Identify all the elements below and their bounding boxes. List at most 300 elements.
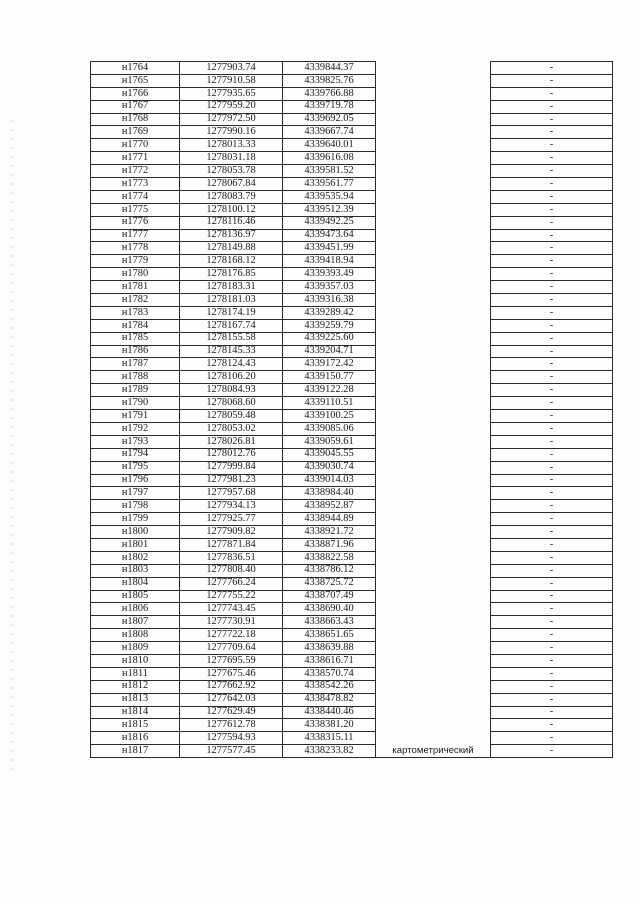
error-cell: - bbox=[491, 719, 613, 732]
x-coordinate-cell: 1277925.77 bbox=[180, 513, 283, 526]
y-coordinate-cell: 4338570.74 bbox=[283, 667, 376, 680]
error-cell: - bbox=[491, 139, 613, 152]
point-number-cell: н1796 bbox=[91, 474, 180, 487]
error-cell: - bbox=[491, 126, 613, 139]
error-cell: - bbox=[491, 152, 613, 165]
error-cell: - bbox=[491, 332, 613, 345]
point-number-cell: н1792 bbox=[91, 422, 180, 435]
method-cell bbox=[376, 487, 491, 500]
method-cell bbox=[376, 680, 491, 693]
method-cell bbox=[376, 345, 491, 358]
error-cell: - bbox=[491, 62, 613, 75]
table-row bbox=[91, 487, 613, 500]
point-number-cell: н1787 bbox=[91, 358, 180, 371]
y-coordinate-cell: 4338921.72 bbox=[283, 526, 376, 539]
method-cell bbox=[376, 87, 491, 100]
method-cell bbox=[376, 100, 491, 113]
x-coordinate-cell: 1278013.33 bbox=[180, 139, 283, 152]
method-cell: картометрический bbox=[376, 745, 491, 758]
point-number-cell: н1764 bbox=[91, 62, 180, 75]
x-coordinate-cell: 1278181.03 bbox=[180, 294, 283, 307]
table-row bbox=[91, 526, 613, 539]
point-number-cell: н1786 bbox=[91, 345, 180, 358]
method-cell bbox=[376, 732, 491, 745]
error-cell: - bbox=[491, 642, 613, 655]
method-cell bbox=[376, 719, 491, 732]
table-row bbox=[91, 397, 613, 410]
y-coordinate-cell: 4339357.03 bbox=[283, 281, 376, 294]
point-number-cell: н1772 bbox=[91, 165, 180, 178]
table-row bbox=[91, 603, 613, 616]
error-cell: - bbox=[491, 487, 613, 500]
x-coordinate-cell: 1277662.92 bbox=[180, 680, 283, 693]
y-coordinate-cell: 4339719.78 bbox=[283, 100, 376, 113]
point-number-cell: н1777 bbox=[91, 229, 180, 242]
x-coordinate-cell: 1277999.84 bbox=[180, 461, 283, 474]
method-cell bbox=[376, 165, 491, 178]
x-coordinate-cell: 1277934.13 bbox=[180, 500, 283, 513]
table-row bbox=[91, 229, 613, 242]
x-coordinate-cell: 1278053.02 bbox=[180, 422, 283, 435]
y-coordinate-cell: 4339225.60 bbox=[283, 332, 376, 345]
point-number-cell: н1783 bbox=[91, 306, 180, 319]
error-cell: - bbox=[491, 590, 613, 603]
method-cell bbox=[376, 319, 491, 332]
table-row bbox=[91, 513, 613, 526]
method-cell bbox=[376, 62, 491, 75]
table-row bbox=[91, 190, 613, 203]
method-cell bbox=[376, 654, 491, 667]
x-coordinate-cell: 1277981.23 bbox=[180, 474, 283, 487]
y-coordinate-cell: 4339204.71 bbox=[283, 345, 376, 358]
method-cell bbox=[376, 397, 491, 410]
table-row bbox=[91, 564, 613, 577]
x-coordinate-cell: 1278068.60 bbox=[180, 397, 283, 410]
point-number-cell: н1793 bbox=[91, 435, 180, 448]
error-cell: - bbox=[491, 513, 613, 526]
error-cell: - bbox=[491, 410, 613, 423]
table-row bbox=[91, 616, 613, 629]
point-number-cell: н1780 bbox=[91, 268, 180, 281]
table-row bbox=[91, 590, 613, 603]
error-cell: - bbox=[491, 100, 613, 113]
table-row bbox=[91, 642, 613, 655]
method-cell bbox=[376, 474, 491, 487]
table-row bbox=[91, 178, 613, 191]
point-number-cell: н1768 bbox=[91, 113, 180, 126]
y-coordinate-cell: 4339616.08 bbox=[283, 152, 376, 165]
error-cell: - bbox=[491, 435, 613, 448]
error-cell: - bbox=[491, 654, 613, 667]
table-row bbox=[91, 693, 613, 706]
coordinates-table bbox=[90, 61, 613, 758]
x-coordinate-cell: 1278116.46 bbox=[180, 216, 283, 229]
error-cell: - bbox=[491, 680, 613, 693]
error-cell: - bbox=[491, 255, 613, 268]
table-row bbox=[91, 629, 613, 642]
table-row bbox=[91, 306, 613, 319]
error-cell: - bbox=[491, 345, 613, 358]
error-cell: - bbox=[491, 397, 613, 410]
table-row bbox=[91, 268, 613, 281]
x-coordinate-cell: 1278124.43 bbox=[180, 358, 283, 371]
y-coordinate-cell: 4339110.51 bbox=[283, 397, 376, 410]
x-coordinate-cell: 1278174.19 bbox=[180, 306, 283, 319]
error-cell: - bbox=[491, 384, 613, 397]
x-coordinate-cell: 1277577.45 bbox=[180, 745, 283, 758]
point-number-cell: н1784 bbox=[91, 319, 180, 332]
x-coordinate-cell: 1278084.93 bbox=[180, 384, 283, 397]
method-cell bbox=[376, 435, 491, 448]
table-row bbox=[91, 384, 613, 397]
point-number-cell: н1802 bbox=[91, 551, 180, 564]
method-cell bbox=[376, 229, 491, 242]
method-cell bbox=[376, 642, 491, 655]
y-coordinate-cell: 4339825.76 bbox=[283, 74, 376, 87]
point-number-cell: н1788 bbox=[91, 371, 180, 384]
y-coordinate-cell: 4338616.71 bbox=[283, 654, 376, 667]
table-row bbox=[91, 474, 613, 487]
error-cell: - bbox=[491, 577, 613, 590]
table-row bbox=[91, 654, 613, 667]
y-coordinate-cell: 4339085.06 bbox=[283, 422, 376, 435]
point-number-cell: н1776 bbox=[91, 216, 180, 229]
x-coordinate-cell: 1278083.79 bbox=[180, 190, 283, 203]
y-coordinate-cell: 4339259.79 bbox=[283, 319, 376, 332]
x-coordinate-cell: 1277594.93 bbox=[180, 732, 283, 745]
method-cell bbox=[376, 461, 491, 474]
error-cell: - bbox=[491, 358, 613, 371]
point-number-cell: н1790 bbox=[91, 397, 180, 410]
table-row bbox=[91, 719, 613, 732]
table-row bbox=[91, 165, 613, 178]
y-coordinate-cell: 4339844.37 bbox=[283, 62, 376, 75]
table-row bbox=[91, 448, 613, 461]
table-row bbox=[91, 74, 613, 87]
point-number-cell: н1817 bbox=[91, 745, 180, 758]
method-cell bbox=[376, 603, 491, 616]
method-cell bbox=[376, 513, 491, 526]
table-row bbox=[91, 152, 613, 165]
table-row bbox=[91, 577, 613, 590]
point-number-cell: н1811 bbox=[91, 667, 180, 680]
point-number-cell: н1795 bbox=[91, 461, 180, 474]
point-number-cell: н1770 bbox=[91, 139, 180, 152]
point-number-cell: н1815 bbox=[91, 719, 180, 732]
y-coordinate-cell: 4339692.05 bbox=[283, 113, 376, 126]
x-coordinate-cell: 1277695.59 bbox=[180, 654, 283, 667]
method-cell bbox=[376, 526, 491, 539]
y-coordinate-cell: 4338871.96 bbox=[283, 538, 376, 551]
error-cell: - bbox=[491, 319, 613, 332]
y-coordinate-cell: 4338651.65 bbox=[283, 629, 376, 642]
x-coordinate-cell: 1278167.74 bbox=[180, 319, 283, 332]
table-row bbox=[91, 706, 613, 719]
error-cell: - bbox=[491, 526, 613, 539]
y-coordinate-cell: 4338984.40 bbox=[283, 487, 376, 500]
point-number-cell: н1806 bbox=[91, 603, 180, 616]
y-coordinate-cell: 4339561.77 bbox=[283, 178, 376, 191]
point-number-cell: н1765 bbox=[91, 74, 180, 87]
y-coordinate-cell: 4339030.74 bbox=[283, 461, 376, 474]
method-cell bbox=[376, 255, 491, 268]
x-coordinate-cell: 1278176.85 bbox=[180, 268, 283, 281]
point-number-cell: н1801 bbox=[91, 538, 180, 551]
point-number-cell: н1773 bbox=[91, 178, 180, 191]
table-row bbox=[91, 139, 613, 152]
method-cell bbox=[376, 538, 491, 551]
error-cell: - bbox=[491, 178, 613, 191]
error-cell: - bbox=[491, 564, 613, 577]
method-cell bbox=[376, 551, 491, 564]
table-row bbox=[91, 255, 613, 268]
table-row bbox=[91, 500, 613, 513]
table-row bbox=[91, 358, 613, 371]
table-row bbox=[91, 435, 613, 448]
table-row bbox=[91, 332, 613, 345]
table-row bbox=[91, 538, 613, 551]
x-coordinate-cell: 1278168.12 bbox=[180, 255, 283, 268]
y-coordinate-cell: 4339172.42 bbox=[283, 358, 376, 371]
table-row bbox=[91, 242, 613, 255]
x-coordinate-cell: 1277990.16 bbox=[180, 126, 283, 139]
x-coordinate-cell: 1277629.49 bbox=[180, 706, 283, 719]
error-cell: - bbox=[491, 422, 613, 435]
error-cell: - bbox=[491, 551, 613, 564]
error-cell: - bbox=[491, 371, 613, 384]
y-coordinate-cell: 4339150.77 bbox=[283, 371, 376, 384]
point-number-cell: н1809 bbox=[91, 642, 180, 655]
y-coordinate-cell: 4338478.82 bbox=[283, 693, 376, 706]
point-number-cell: н1813 bbox=[91, 693, 180, 706]
table-row bbox=[91, 371, 613, 384]
error-cell: - bbox=[491, 706, 613, 719]
x-coordinate-cell: 1278136.97 bbox=[180, 229, 283, 242]
x-coordinate-cell: 1278053.78 bbox=[180, 165, 283, 178]
y-coordinate-cell: 4338233.82 bbox=[283, 745, 376, 758]
error-cell: - bbox=[491, 693, 613, 706]
point-number-cell: н1797 bbox=[91, 487, 180, 500]
y-coordinate-cell: 4338690.40 bbox=[283, 603, 376, 616]
point-number-cell: н1803 bbox=[91, 564, 180, 577]
table-row bbox=[91, 113, 613, 126]
method-cell bbox=[376, 216, 491, 229]
method-cell bbox=[376, 590, 491, 603]
table-row bbox=[91, 126, 613, 139]
point-number-cell: н1812 bbox=[91, 680, 180, 693]
y-coordinate-cell: 4339766.88 bbox=[283, 87, 376, 100]
table-row bbox=[91, 745, 613, 758]
y-coordinate-cell: 4338663.43 bbox=[283, 616, 376, 629]
point-number-cell: н1767 bbox=[91, 100, 180, 113]
table-row bbox=[91, 87, 613, 100]
x-coordinate-cell: 1277910.58 bbox=[180, 74, 283, 87]
x-coordinate-cell: 1277766.24 bbox=[180, 577, 283, 590]
y-coordinate-cell: 4338822.58 bbox=[283, 551, 376, 564]
y-coordinate-cell: 4339667.74 bbox=[283, 126, 376, 139]
table-row bbox=[91, 203, 613, 216]
point-number-cell: н1778 bbox=[91, 242, 180, 255]
method-cell bbox=[376, 448, 491, 461]
table-row bbox=[91, 551, 613, 564]
x-coordinate-cell: 1278155.58 bbox=[180, 332, 283, 345]
point-number-cell: н1779 bbox=[91, 255, 180, 268]
error-cell: - bbox=[491, 242, 613, 255]
point-number-cell: н1808 bbox=[91, 629, 180, 642]
error-cell: - bbox=[491, 667, 613, 680]
x-coordinate-cell: 1277709.64 bbox=[180, 642, 283, 655]
x-coordinate-cell: 1277730.91 bbox=[180, 616, 283, 629]
point-number-cell: н1800 bbox=[91, 526, 180, 539]
method-cell bbox=[376, 332, 491, 345]
x-coordinate-cell: 1277903.74 bbox=[180, 62, 283, 75]
point-number-cell: н1814 bbox=[91, 706, 180, 719]
x-coordinate-cell: 1277909.82 bbox=[180, 526, 283, 539]
method-cell bbox=[376, 139, 491, 152]
method-cell bbox=[376, 113, 491, 126]
method-cell bbox=[376, 384, 491, 397]
method-cell bbox=[376, 706, 491, 719]
method-cell bbox=[376, 500, 491, 513]
error-cell: - bbox=[491, 281, 613, 294]
error-cell: - bbox=[491, 165, 613, 178]
table-row bbox=[91, 294, 613, 307]
method-cell bbox=[376, 667, 491, 680]
y-coordinate-cell: 4338315.11 bbox=[283, 732, 376, 745]
error-cell: - bbox=[491, 732, 613, 745]
point-number-cell: н1816 bbox=[91, 732, 180, 745]
y-coordinate-cell: 4339492.25 bbox=[283, 216, 376, 229]
x-coordinate-cell: 1277808.40 bbox=[180, 564, 283, 577]
method-cell bbox=[376, 616, 491, 629]
point-number-cell: н1810 bbox=[91, 654, 180, 667]
point-number-cell: н1782 bbox=[91, 294, 180, 307]
point-number-cell: н1774 bbox=[91, 190, 180, 203]
method-cell bbox=[376, 242, 491, 255]
method-cell bbox=[376, 74, 491, 87]
table-row bbox=[91, 216, 613, 229]
method-cell bbox=[376, 306, 491, 319]
error-cell: - bbox=[491, 603, 613, 616]
method-cell bbox=[376, 422, 491, 435]
error-cell: - bbox=[491, 474, 613, 487]
x-coordinate-cell: 1278026.81 bbox=[180, 435, 283, 448]
y-coordinate-cell: 4338542.26 bbox=[283, 680, 376, 693]
x-coordinate-cell: 1277642.03 bbox=[180, 693, 283, 706]
error-cell: - bbox=[491, 461, 613, 474]
error-cell: - bbox=[491, 448, 613, 461]
y-coordinate-cell: 4339640.01 bbox=[283, 139, 376, 152]
x-coordinate-cell: 1278031.18 bbox=[180, 152, 283, 165]
x-coordinate-cell: 1278183.31 bbox=[180, 281, 283, 294]
y-coordinate-cell: 4339122.28 bbox=[283, 384, 376, 397]
x-coordinate-cell: 1277871.84 bbox=[180, 538, 283, 551]
x-coordinate-cell: 1277755.22 bbox=[180, 590, 283, 603]
y-coordinate-cell: 4338786.12 bbox=[283, 564, 376, 577]
x-coordinate-cell: 1278067.84 bbox=[180, 178, 283, 191]
point-number-cell: н1789 bbox=[91, 384, 180, 397]
table-row bbox=[91, 345, 613, 358]
y-coordinate-cell: 4339014.03 bbox=[283, 474, 376, 487]
table-row bbox=[91, 732, 613, 745]
method-cell bbox=[376, 371, 491, 384]
table-row bbox=[91, 422, 613, 435]
y-coordinate-cell: 4339289.42 bbox=[283, 306, 376, 319]
error-cell: - bbox=[491, 268, 613, 281]
x-coordinate-cell: 1278149.88 bbox=[180, 242, 283, 255]
coordinates-table-body bbox=[91, 62, 613, 758]
x-coordinate-cell: 1278059.48 bbox=[180, 410, 283, 423]
x-coordinate-cell: 1278012.76 bbox=[180, 448, 283, 461]
error-cell: - bbox=[491, 190, 613, 203]
error-cell: - bbox=[491, 87, 613, 100]
method-cell bbox=[376, 281, 491, 294]
error-cell: - bbox=[491, 113, 613, 126]
y-coordinate-cell: 4339316.38 bbox=[283, 294, 376, 307]
method-cell bbox=[376, 190, 491, 203]
error-cell: - bbox=[491, 629, 613, 642]
x-coordinate-cell: 1277935.65 bbox=[180, 87, 283, 100]
table-row bbox=[91, 62, 613, 75]
method-cell bbox=[376, 410, 491, 423]
method-cell bbox=[376, 629, 491, 642]
x-coordinate-cell: 1278145.33 bbox=[180, 345, 283, 358]
method-cell bbox=[376, 126, 491, 139]
y-coordinate-cell: 4339393.49 bbox=[283, 268, 376, 281]
table-row bbox=[91, 680, 613, 693]
error-cell: - bbox=[491, 294, 613, 307]
x-coordinate-cell: 1277836.51 bbox=[180, 551, 283, 564]
error-cell: - bbox=[491, 306, 613, 319]
x-coordinate-cell: 1277612.78 bbox=[180, 719, 283, 732]
point-number-cell: н1769 bbox=[91, 126, 180, 139]
y-coordinate-cell: 4339100.25 bbox=[283, 410, 376, 423]
point-number-cell: н1799 bbox=[91, 513, 180, 526]
y-coordinate-cell: 4338944.89 bbox=[283, 513, 376, 526]
method-cell bbox=[376, 693, 491, 706]
y-coordinate-cell: 4339418.94 bbox=[283, 255, 376, 268]
error-cell: - bbox=[491, 74, 613, 87]
x-coordinate-cell: 1277675.46 bbox=[180, 667, 283, 680]
table-row bbox=[91, 667, 613, 680]
x-coordinate-cell: 1278106.20 bbox=[180, 371, 283, 384]
y-coordinate-cell: 4339473.64 bbox=[283, 229, 376, 242]
method-cell bbox=[376, 268, 491, 281]
point-number-cell: н1775 bbox=[91, 203, 180, 216]
point-number-cell: н1766 bbox=[91, 87, 180, 100]
y-coordinate-cell: 4338707.49 bbox=[283, 590, 376, 603]
error-cell: - bbox=[491, 229, 613, 242]
point-number-cell: н1791 bbox=[91, 410, 180, 423]
method-cell bbox=[376, 358, 491, 371]
y-coordinate-cell: 4338381.20 bbox=[283, 719, 376, 732]
x-coordinate-cell: 1277743.45 bbox=[180, 603, 283, 616]
x-coordinate-cell: 1278100.12 bbox=[180, 203, 283, 216]
point-number-cell: н1807 bbox=[91, 616, 180, 629]
point-number-cell: н1794 bbox=[91, 448, 180, 461]
y-coordinate-cell: 4338952.87 bbox=[283, 500, 376, 513]
y-coordinate-cell: 4338725.72 bbox=[283, 577, 376, 590]
error-cell: - bbox=[491, 500, 613, 513]
table-row bbox=[91, 100, 613, 113]
y-coordinate-cell: 4339535.94 bbox=[283, 190, 376, 203]
point-number-cell: н1805 bbox=[91, 590, 180, 603]
y-coordinate-cell: 4339059.61 bbox=[283, 435, 376, 448]
error-cell: - bbox=[491, 216, 613, 229]
error-cell: - bbox=[491, 538, 613, 551]
method-cell bbox=[376, 203, 491, 216]
y-coordinate-cell: 4339451.99 bbox=[283, 242, 376, 255]
